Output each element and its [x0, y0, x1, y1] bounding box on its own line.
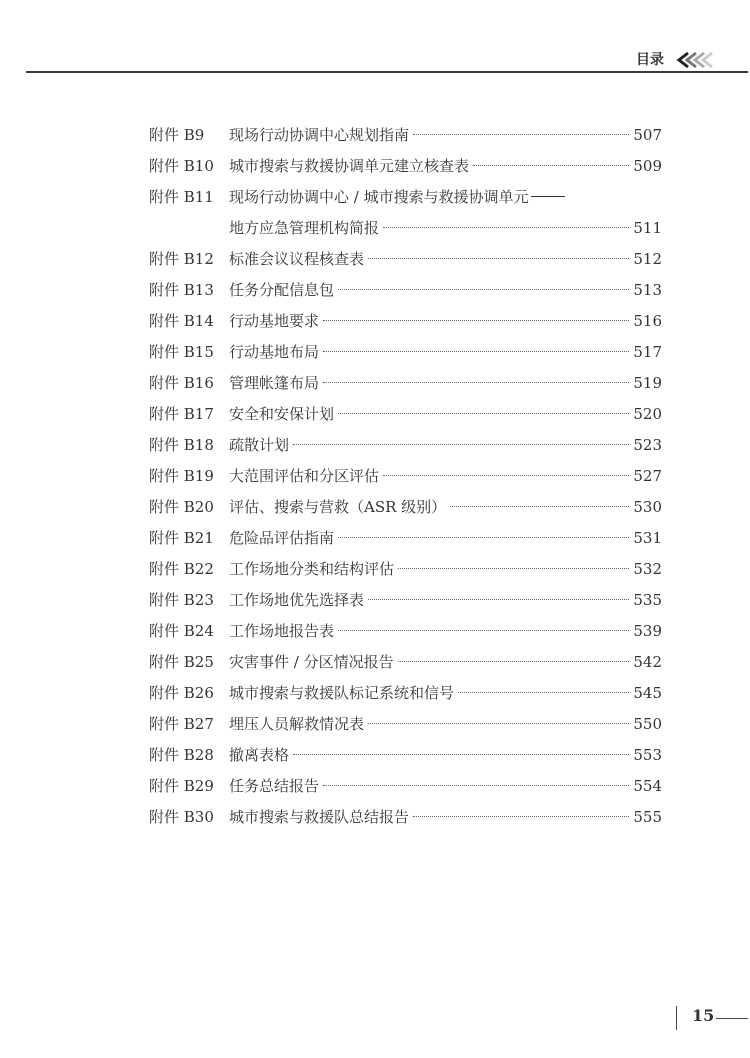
toc-label: 附件 B17 — [149, 405, 214, 423]
toc-page: 550 — [633, 715, 662, 733]
toc-label: 附件 B23 — [149, 591, 214, 609]
toc-label: 附件 B15 — [149, 343, 214, 361]
footer-divider — [676, 1006, 677, 1030]
toc-page: 553 — [633, 746, 662, 764]
toc-title: 行动基地要求 — [229, 312, 320, 330]
toc-title: 任务分配信息包 — [229, 281, 335, 299]
dot-leader — [323, 785, 629, 786]
toc-entry[interactable] — [149, 678, 662, 709]
toc-page: 512 — [633, 250, 662, 268]
toc-label: 附件 B12 — [149, 250, 214, 268]
toc-page: 531 — [633, 529, 662, 547]
dot-leader — [338, 289, 629, 290]
toc-title: 危险品评估指南 — [229, 529, 335, 547]
toc-page: 509 — [633, 157, 662, 175]
toc-label: 附件 B18 — [149, 436, 214, 454]
toc-title: 工作场地分类和结构评估 — [229, 560, 395, 578]
toc-entry[interactable] — [149, 430, 662, 461]
toc-page: 520 — [633, 405, 662, 423]
toc-label: 附件 B22 — [149, 560, 214, 578]
toc-label: 附件 B16 — [149, 374, 214, 392]
toc-page: 545 — [633, 684, 662, 702]
toc-title: 城市搜索与救援队总结报告 — [229, 808, 410, 826]
em-dash — [531, 196, 565, 197]
footer-rule — [716, 1018, 748, 1019]
dot-leader — [293, 444, 629, 445]
toc-title: 评估、搜索与营救（ASR 级别） — [229, 498, 447, 516]
dot-leader — [450, 506, 629, 507]
toc-title: 行动基地布局 — [229, 343, 320, 361]
toc-label: 附件 B30 — [149, 808, 214, 826]
toc-page: 535 — [633, 591, 662, 609]
toc-page: 517 — [633, 343, 662, 361]
toc-label: 附件 B26 — [149, 684, 214, 702]
toc-title: 城市搜索与救援队标记系统和信号 — [229, 684, 455, 702]
dot-leader — [323, 351, 629, 352]
toc-page: 530 — [633, 498, 662, 516]
toc-entry[interactable] — [149, 740, 662, 771]
dot-leader — [413, 134, 629, 135]
toc-entry[interactable] — [149, 306, 662, 337]
toc-entry[interactable] — [149, 275, 662, 306]
toc-label: 附件 B25 — [149, 653, 214, 671]
toc-label: 附件 B9 — [149, 126, 205, 144]
toc-entry[interactable] — [149, 802, 662, 833]
toc-entry[interactable] — [149, 182, 662, 213]
dot-leader — [368, 599, 629, 600]
toc-entry[interactable] — [149, 585, 662, 616]
toc-title: 大范围评估和分区评估 — [229, 467, 380, 485]
toc-entry[interactable] — [149, 616, 662, 647]
toc-entry[interactable] — [149, 523, 662, 554]
toc-title: 标准会议议程核查表 — [229, 250, 365, 268]
toc-page: 555 — [633, 808, 662, 826]
toc-label: 附件 B14 — [149, 312, 214, 330]
toc-entry-continuation[interactable] — [149, 213, 662, 244]
toc-title: 埋压人员解救情况表 — [229, 715, 365, 733]
toc-label: 附件 B10 — [149, 157, 214, 175]
toc-page: 511 — [633, 219, 662, 237]
toc-title: 任务总结报告 — [229, 777, 320, 795]
toc-page: 554 — [633, 777, 662, 795]
toc-page: 519 — [633, 374, 662, 392]
toc-page: 513 — [633, 281, 662, 299]
toc-title: 地方应急管理机构简报 — [229, 219, 380, 237]
toc-title: 现场行动协调中心 / 城市搜索与救援协调单元 — [229, 188, 529, 206]
toc-page: 532 — [633, 560, 662, 578]
toc-entry[interactable] — [149, 399, 662, 430]
toc-label: 附件 B13 — [149, 281, 214, 299]
toc-page: 523 — [633, 436, 662, 454]
toc-entry[interactable] — [149, 244, 662, 275]
dot-leader — [473, 165, 629, 166]
dot-leader — [398, 568, 629, 569]
toc-entry[interactable] — [149, 151, 662, 182]
dot-leader — [338, 537, 629, 538]
toc-entry[interactable] — [149, 554, 662, 585]
toc-label: 附件 B29 — [149, 777, 214, 795]
toc-entry[interactable] — [149, 461, 662, 492]
dot-leader — [383, 475, 629, 476]
dot-leader — [368, 723, 629, 724]
dot-leader — [458, 692, 629, 693]
chevron-left-icon — [674, 50, 714, 70]
toc-entry[interactable] — [149, 368, 662, 399]
toc-label: 附件 B27 — [149, 715, 214, 733]
header-rule — [26, 71, 748, 73]
toc-title: 工作场地优先选择表 — [229, 591, 365, 609]
toc-title: 灾害事件 / 分区情况报告 — [229, 653, 394, 671]
toc-label: 附件 B20 — [149, 498, 214, 516]
toc-title: 撤离表格 — [229, 746, 290, 764]
dot-leader — [338, 630, 629, 631]
toc-entry[interactable] — [149, 120, 662, 151]
toc-page: 516 — [633, 312, 662, 330]
dot-leader — [323, 382, 629, 383]
toc-entry[interactable] — [149, 337, 662, 368]
toc-entry[interactable] — [149, 709, 662, 740]
toc-page: 507 — [633, 126, 662, 144]
toc-label: 附件 B19 — [149, 467, 214, 485]
toc-label: 附件 B28 — [149, 746, 214, 764]
toc-title: 安全和安保计划 — [229, 405, 335, 423]
toc-page: 539 — [633, 622, 662, 640]
toc-label: 附件 B24 — [149, 622, 214, 640]
toc-entry[interactable] — [149, 771, 662, 802]
toc-entry[interactable] — [149, 647, 662, 678]
toc-label: 附件 B11 — [149, 188, 214, 206]
page-number: 15 — [692, 1006, 715, 1025]
toc-title: 疏散计划 — [229, 436, 290, 454]
dot-leader — [398, 661, 630, 662]
dot-leader — [413, 816, 629, 817]
toc-entry[interactable] — [149, 492, 662, 523]
dot-leader — [338, 413, 629, 414]
dot-leader — [383, 227, 629, 228]
dot-leader — [368, 258, 629, 259]
toc-title: 工作场地报告表 — [229, 622, 335, 640]
toc-page: 542 — [633, 653, 662, 671]
dot-leader — [323, 320, 629, 321]
toc-title: 现场行动协调中心规划指南 — [229, 126, 410, 144]
toc-label: 附件 B21 — [149, 529, 214, 547]
toc-title: 城市搜索与救援协调单元建立核查表 — [229, 157, 470, 175]
toc-page: 527 — [633, 467, 662, 485]
toc-title: 管理帐篷布局 — [229, 374, 320, 392]
table-of-contents — [149, 120, 662, 833]
header-title: 目录 — [636, 52, 664, 68]
dot-leader — [293, 754, 629, 755]
